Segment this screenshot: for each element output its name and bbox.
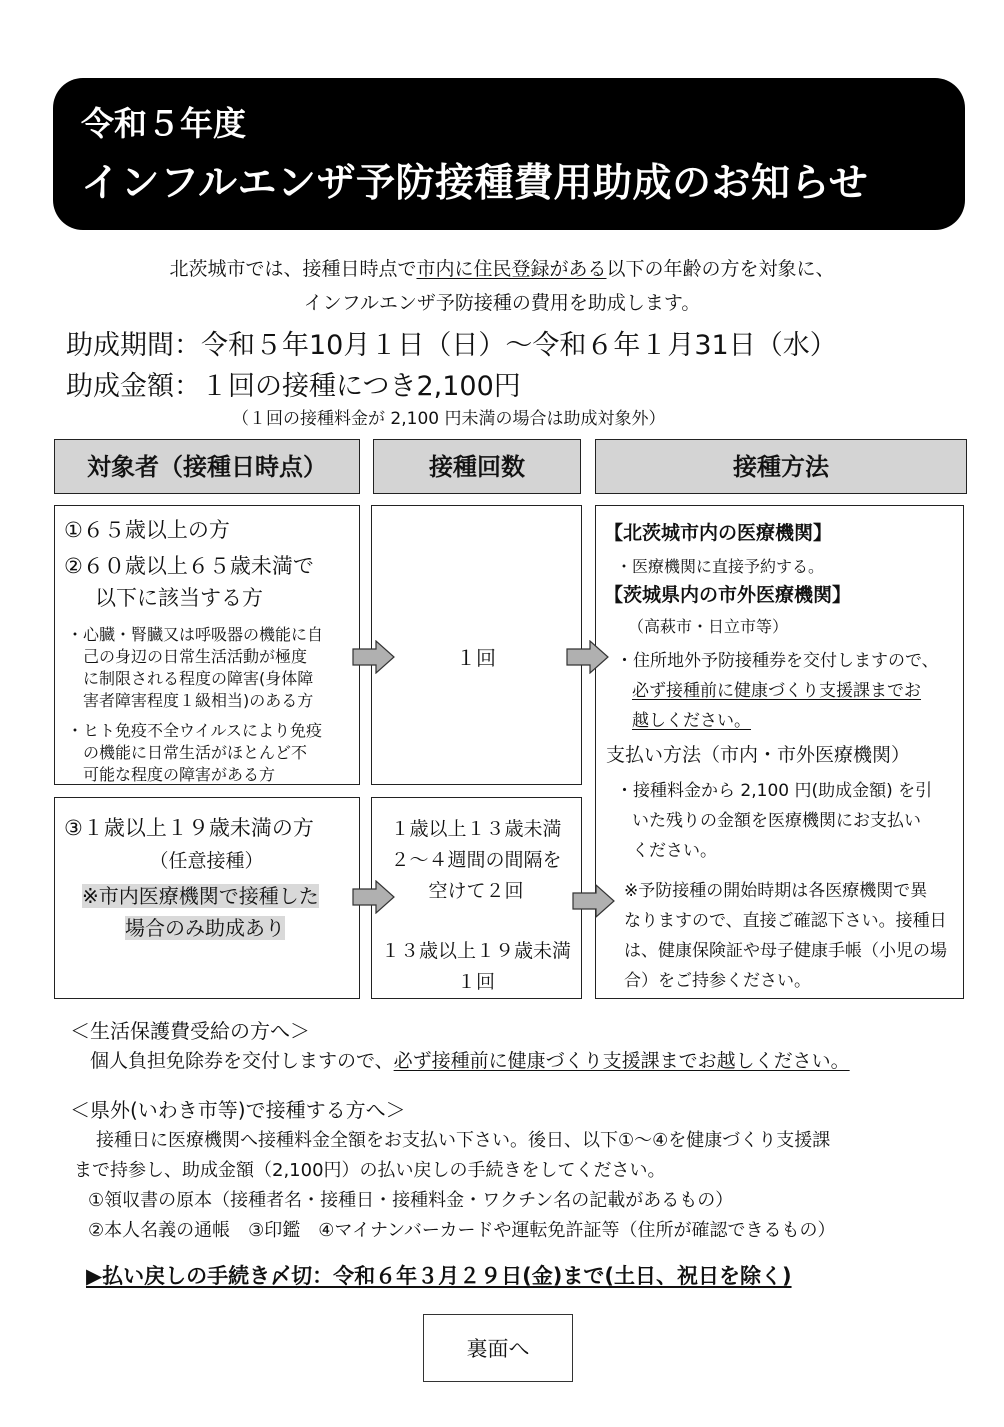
- arrow-right-icon: [572, 884, 616, 918]
- title-banner: [53, 78, 965, 230]
- intro-text: 以下の年齢の方を対象に、: [606, 258, 835, 280]
- bullet-2-line: ・ヒト免疫不全ウイルスにより免疫: [67, 721, 323, 740]
- method-prefecture-heading: 【茨城県内の市外医療機関】: [604, 584, 852, 606]
- arrow-right-icon: [352, 640, 396, 674]
- page-title: インフルエンザ予防接種費用助成のお知らせ: [81, 161, 869, 206]
- count-cell-2: [371, 797, 582, 999]
- welfare-heading: ＜生活保護費受給の方へ＞: [70, 1019, 310, 1043]
- intro-text: 北茨城市では、接種日時点で: [169, 258, 417, 280]
- method-line-underlined: 必ず接種前に健康づくり支援課までお: [632, 681, 921, 701]
- title-year: 令和５年度: [81, 104, 246, 143]
- welfare-text-underlined: 必ず接種前に健康づくり支援課までお越しください。: [393, 1050, 850, 1072]
- optional-vaccination: （任意接種）: [149, 850, 264, 872]
- method-line: ・接種料金から 2,100 円(助成金額) を引: [616, 781, 933, 801]
- outside-heading: ＜県外(いわき市等)で接種する方へ＞: [70, 1098, 406, 1122]
- bullet-1-line: 害者障害程度１級相当)のある方: [83, 691, 314, 710]
- target-60-65: ②６０歳以上６５歳未満で: [64, 554, 314, 578]
- welfare-text-plain: 個人負担免除券を交付しますので、: [90, 1050, 394, 1072]
- method-line: ・住所地外予防接種券を交付しますので、: [616, 651, 939, 671]
- outside-line-1: 接種日に医療機関へ接種料金全額をお支払い下さい。後日、以下①～④を健康づくり支援課: [96, 1130, 831, 1151]
- bullet-2-line: の機能に日常生活がほとんど不: [83, 743, 308, 762]
- method-line: （高萩市・日立市等）: [628, 617, 789, 636]
- target-cell-1: [54, 505, 360, 785]
- header-method: 接種方法: [595, 439, 967, 494]
- count-line: ２～４週間の間隔を: [390, 849, 562, 871]
- target-cell-2: [54, 797, 360, 999]
- method-line: ・医療機関に直接予約する。: [616, 557, 825, 576]
- method-city-heading: 【北茨城市内の医療機関】: [604, 522, 833, 544]
- intro-underlined: 市内に住民登録がある: [416, 258, 607, 280]
- bullet-1-line: に制限される程度の障害(身体障: [83, 669, 314, 688]
- subsidy-amount: 助成金額：１回の接種につき2,100円: [66, 371, 521, 402]
- document-item-2: ②本人名義の通帳 ③印鑑 ④マイナンバーカードや運転免許証等（住所が確認できるもの）: [88, 1220, 836, 1241]
- arrow-right-icon: [566, 640, 610, 674]
- method-cell: [595, 505, 964, 999]
- count-line: １歳以上１３歳未満: [390, 818, 562, 840]
- subsidy-period: 助成期間：令和５年10月１日（日）～令和６年１月31日（水）: [66, 330, 837, 361]
- bullet-1-line: 己の身辺の日常生活活動が極度: [83, 647, 308, 666]
- target-65: ①６５歳以上の方: [64, 518, 230, 542]
- count-line: 空けて２回: [428, 880, 524, 902]
- method-note: は、健康保険証や母子健康手帳（小児の場: [624, 941, 947, 961]
- method-note: ※予防接種の開始時期は各医療機関で異: [624, 881, 928, 901]
- bullet-2-line: 可能な程度の障害がある方: [83, 765, 276, 784]
- city-only-note: ※市内医療機関で接種した: [82, 884, 319, 908]
- target-condition: 以下に該当する方: [95, 586, 263, 610]
- intro-line-1: [0, 254, 1004, 281]
- document-item-1: ①領収書の原本（接種者名・接種日・接種料金・ワクチン名の記載があるもの）: [88, 1190, 734, 1211]
- amount-note: （１回の接種料金が 2,100 円未満の場合は助成対象外）: [232, 409, 666, 429]
- arrow-right-icon: [352, 880, 396, 914]
- count-cell-1: [371, 505, 582, 785]
- welfare-text: [90, 1046, 850, 1073]
- city-only-note: 場合のみ助成あり: [125, 916, 285, 940]
- next-page-button[interactable]: 裏面へ: [423, 1314, 573, 1382]
- outside-line-2: まで持参し、助成金額（2,100円）の払い戻しの手続きをしてください。: [74, 1160, 666, 1181]
- count-once: １回: [456, 646, 496, 670]
- method-note: 合）をご持参ください。: [624, 971, 811, 991]
- method-line: ください。: [632, 841, 717, 861]
- count-line: １３歳以上１９歳未満: [380, 940, 571, 962]
- method-note: なりますので、直接ご確認下さい。接種日: [624, 911, 947, 931]
- intro-line-2: インフルエンザ予防接種の費用を助成します。: [303, 292, 701, 314]
- payment-heading: 支払い方法（市内・市外医療機関）: [606, 744, 911, 766]
- target-1-19: ③１歳以上１９歳未満の方: [64, 816, 314, 840]
- header-target: 対象者（接種日時点）: [54, 439, 360, 494]
- method-line-underlined: 越しください。: [632, 711, 751, 731]
- header-count: 接種回数: [373, 439, 581, 494]
- refund-deadline: ▶払い戻しの手続き〆切：令和６年３月２９日(金)まで(土日、祝日を除く): [86, 1264, 792, 1288]
- method-line: いた残りの金額を医療機関にお支払い: [632, 811, 921, 831]
- count-line: １回: [456, 971, 495, 993]
- bullet-1-line: ・心臓・腎臓又は呼吸器の機能に自: [67, 625, 324, 644]
